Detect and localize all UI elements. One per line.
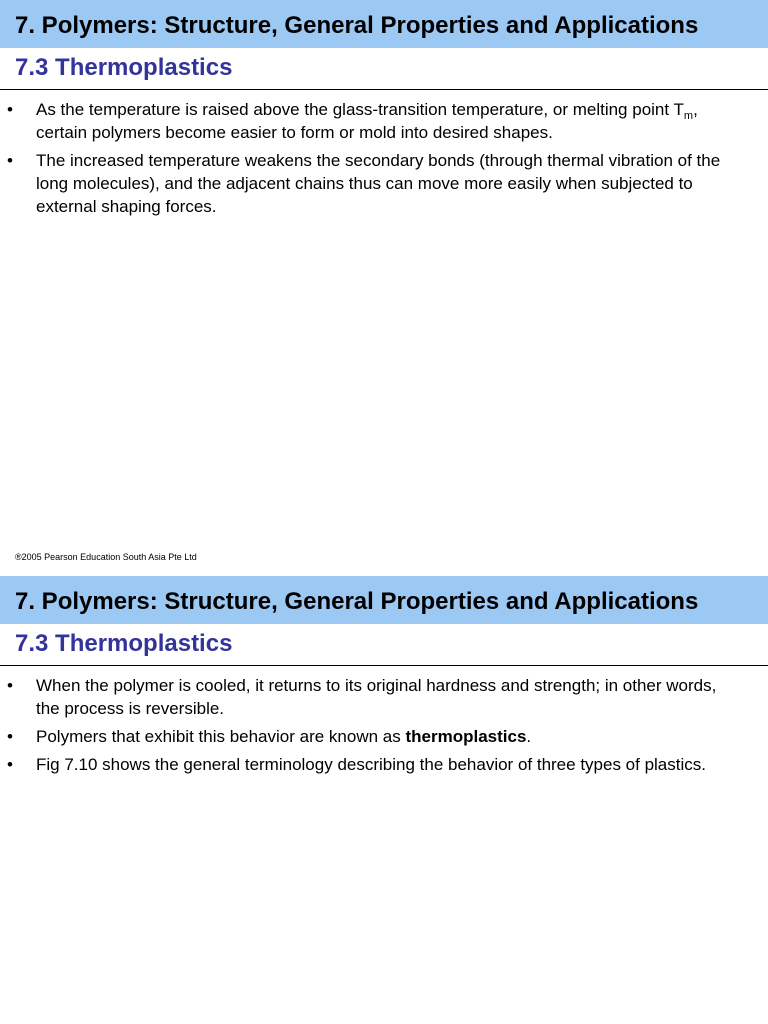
bullet-item [0,753,768,776]
bullet-text [36,727,531,746]
bullet-icon: • [7,151,13,170]
bullet-list [0,98,768,223]
divider-rule [0,89,768,90]
bullet-text-part: . [526,727,532,746]
bullet-item [0,98,768,144]
slide-title: 7. Polymers: Structure, General Properties and Applications [15,588,699,615]
bullet-text: Fig 7.10 shows the general terminology describing the behavior of three types of plastics. [36,755,706,774]
subscript-m: m [683,110,694,122]
slide-2 [0,576,768,1024]
bullet-icon: • [7,100,13,119]
bullet-text-part: Polymers that exhibit this behavior are known as [36,727,406,746]
bullet-list [0,674,768,781]
bullet-text-part: , certain polymers become easier to form or mold into desired shapes. [36,100,698,142]
bullet-icon: • [7,727,13,746]
divider-rule [0,665,768,666]
bullet-item [0,725,768,748]
bullet-item [0,149,768,218]
copyright-notice: ®2005 Pearson Education South Asia Pte Ltd [15,552,197,562]
bullet-icon: • [7,676,13,695]
bullet-text [36,100,698,142]
slide-subtitle: 7.3 Thermoplastics [15,630,233,657]
bullet-item [0,674,768,720]
bullet-text: When the polymer is cooled, it returns to its original hardness and strength; in other words, the process is reversible. [36,676,717,718]
bullet-icon: • [7,755,13,774]
bullet-text-part: As the temperature is raised above the glass-transition temperature, or melting point T [36,100,684,119]
term-thermoplastics: thermoplastics [405,727,527,746]
title-bar [0,576,768,624]
slide-title: 7. Polymers: Structure, General Properties and Applications [15,12,699,39]
slide-subtitle: 7.3 Thermoplastics [15,54,233,81]
title-bar [0,0,768,48]
bullet-text: The increased temperature weakens the secondary bonds (through thermal vibration of the long molecules), and the adjacent chains thus can move more easily when subjected to external shaping forces. [36,151,721,216]
